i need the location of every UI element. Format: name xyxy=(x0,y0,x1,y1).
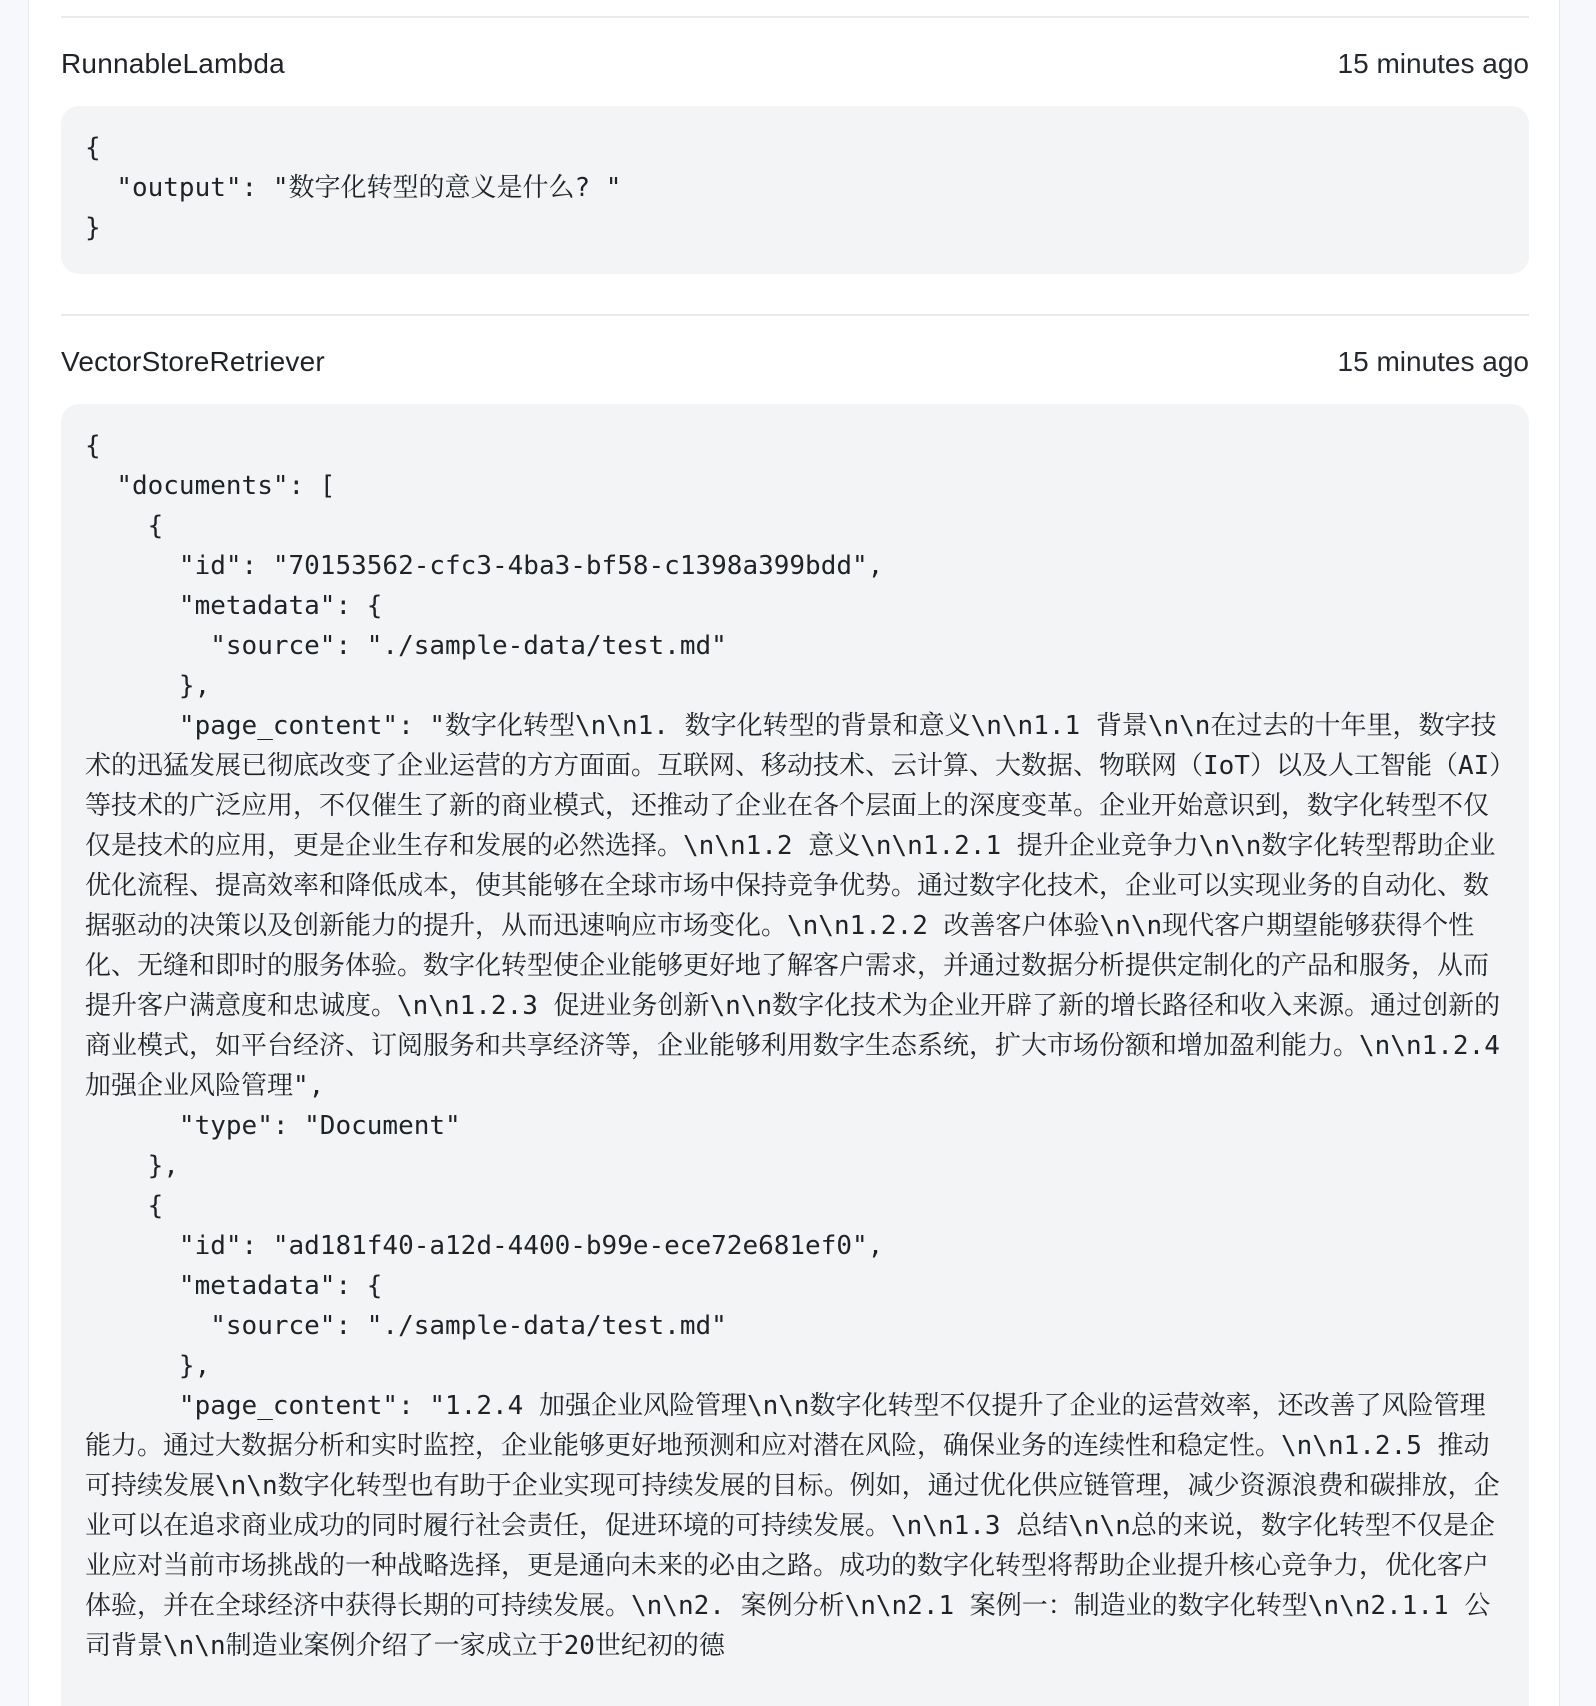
divider xyxy=(61,314,1529,316)
json-text: { "output": "数字化转型的意义是什么? " } xyxy=(85,133,622,243)
run-header[interactable] xyxy=(61,342,1529,382)
run-timestamp: 15 minutes ago xyxy=(1337,346,1529,377)
run-timestamp: 15 minutes ago xyxy=(1337,48,1529,79)
divider xyxy=(61,16,1529,18)
run-output-json xyxy=(61,106,1529,274)
run-output-json xyxy=(61,404,1529,1706)
run-trace-panel xyxy=(28,0,1560,1706)
json-text: { "documents": [ { "id": "70153562-cfc3-4ba3-bf58-c1398a399bdd", "metadata": { "source": "./sample-data/test.md" }, "page_content": "数字化转型\n\n1. 数字化转型的背景和意义\n\n1.1 背景\n\n在过去的十年里，数字技术的迅猛发展已彻底改变了企业运营的方方面面。互联网、移动技术、云计算、大数据、物联网（IoT）以及人工智能（AI）等技术的广泛应用，不仅催生了新的商业模式，还推动了企业在各个层面上的深度变革。企业开始意识到，数字化转型不仅仅是技术的应用，更是企业生存和发展的必然选择。\n\n1.2 意义\n\n1.2.1 提升企业竞争力\n\n数字化转型帮助企业优化流程、提高效率和降低成本，使其能够在全球市场中保持竞争优势。通过数字化技术，企业可以实现业务的自动化、数据驱动的决策以及创新能力的提升，从而迅速响应市场变化。\n\n1.2.2 改善客户体验\n\n现代客户期望能够获得个性化、无缝和即时的服务体验。数字化转型使企业能够更好地了解客户需求，并通过数据分析提供定制化的产品和服务，从而提升客户满意度和忠诚度。\n\n1.2.3 促进业务创新\n\n数字化技术为企业开辟了新的增长路径和收入来源。通过创新的商业模式，如平台经济、订阅服务和共享经济等，企业能够利用数字生态系统，扩大市场份额和增加盈利能力。\n\n1.2.4 加强企业风险管理", "type": "Document" }, { "id": "ad181f40-a12d-4400-b99e-ece72e681ef0", "metadata": { "source": "./sample-data/test.md" }, "page_content": "1.2.4 加强企业风险管理\n\n数字化转型不仅提升了企业的运营效率，还改善了风险管理能力。通过大数据分析和实时监控，企业能够更好地预测和应对潜在风险，确保业务的连续性和稳定性。\n\n1.2.5 推动可持续发展\n\n数字化转型也有助于企业实现可持续发展的目标。例如，通过优化供应链管理，减少资源浪费和碳排放，企业可以在追求商业成功的同时履行社会责任，促进环境的可持续发展。\n\n1.3 总结\n\n总的来说，数字化转型不仅是企业应对当前市场挑战的一种战略选择，更是通向未来的必由之路。成功的数字化转型将帮助企业提升核心竞争力，优化客户体验，并在全球经济中获得长期的可持续发展。\n\n2. 案例分析\n\n2.1 案例一：制造业的数字化转型\n\n2.1.1 公司背景\n\n制造业案例介绍了一家成立于20世纪初的德 xyxy=(85,431,1503,1661)
run-name: VectorStoreRetriever xyxy=(61,346,325,377)
run-name: RunnableLambda xyxy=(61,48,285,79)
run-header[interactable] xyxy=(61,44,1529,84)
